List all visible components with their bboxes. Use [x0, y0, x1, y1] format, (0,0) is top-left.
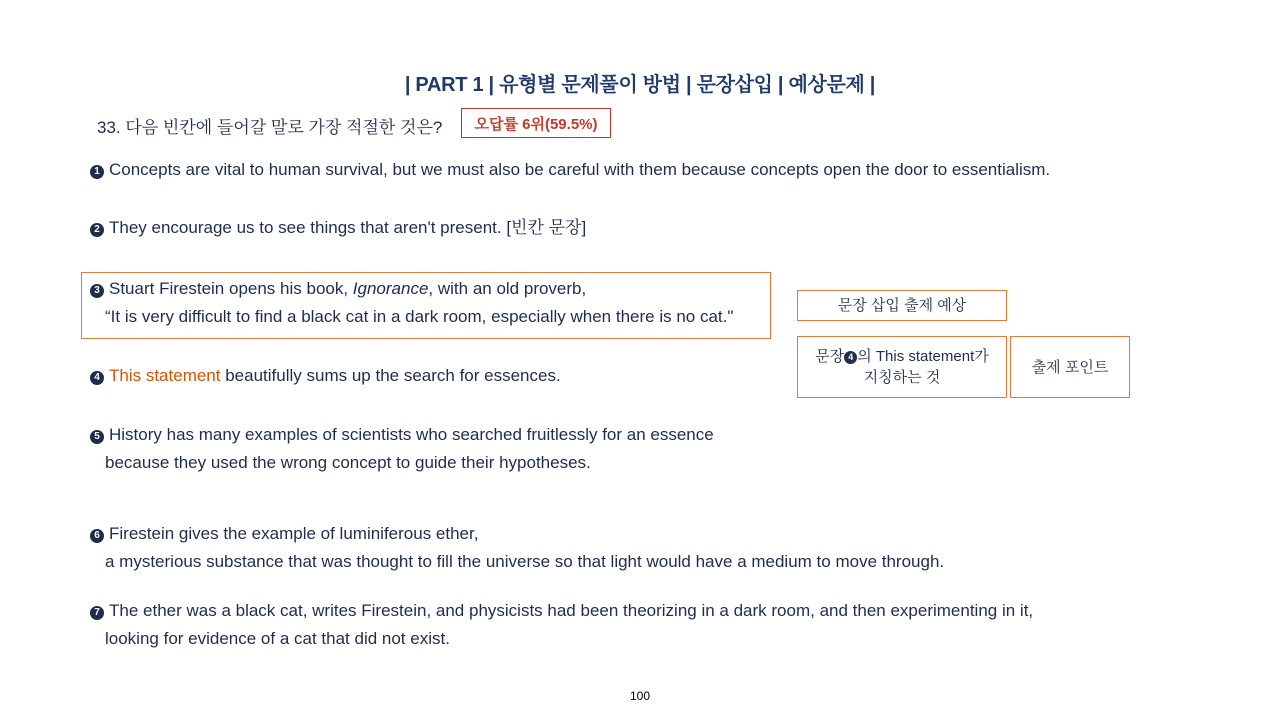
- error-rate-badge: 오답률 6위(59.5%): [461, 108, 611, 138]
- sentence-7-continuation: looking for evidence of a cat that did not exist.: [105, 629, 450, 648]
- reference-note: [797, 336, 1007, 398]
- question-prompt: 33. 다음 빈칸에 들어갈 말로 가장 적절한 것은?: [97, 118, 443, 137]
- sentence-3-text-end: , with an old proverb,: [428, 279, 587, 298]
- highlighted-phrase: This statement: [109, 366, 221, 385]
- sentence-number-3: 3: [90, 284, 104, 298]
- reference-sentence-number: 4: [844, 351, 857, 364]
- sentence-6-text: Firestein gives the example of luminiferous ether,: [109, 524, 479, 543]
- sentence-3-text: Stuart Firestein opens his book,: [109, 279, 353, 298]
- sentence-number-6: 6: [90, 529, 104, 543]
- reference-note-rest: 의 This statement가: [857, 348, 989, 365]
- reference-note-line-1: [815, 346, 989, 367]
- sentence-7: [90, 597, 1033, 653]
- sentence-number-2: 2: [90, 223, 104, 237]
- sentence-1-text: Concepts are vital to human survival, but we must also be careful with them because concepts open the door to essentialism.: [109, 160, 1051, 179]
- sentence-number-5: 5: [90, 430, 104, 444]
- sentence-7-text: The ether was a black cat, writes Firestein, and physicists had been theorizing in a dark room, and then experimenting in it,: [109, 601, 1034, 620]
- sentence-5-text: History has many examples of scientists who searched fruitlessly for an essence: [109, 425, 714, 444]
- sentence-4-text: beautifully sums up the search for essences.: [220, 366, 561, 385]
- reference-note-line-2: 지칭하는 것: [863, 369, 941, 386]
- sentence-6: [90, 520, 944, 576]
- sentence-1: [90, 156, 1050, 184]
- sentence-6-continuation: a mysterious substance that was thought to fill the universe so that light would have a medium to move through.: [105, 552, 945, 571]
- page-title: | PART 1 | 유형별 문제풀이 방법 | 문장삽입 | 예상문제 |: [404, 74, 876, 96]
- sentence-number-4: 4: [90, 371, 104, 385]
- sentence-5: [90, 421, 714, 477]
- sentence-5-continuation: because they used the wrong concept to guide their hypotheses.: [105, 453, 591, 472]
- sentence-2-text: They encourage us to see things that aren't present. [빈칸 문장]: [109, 218, 587, 237]
- prediction-label: 문장 삽입 출제 예상: [797, 290, 1007, 321]
- sentence-3: [90, 275, 733, 331]
- sentence-3-proverb: “It is very difficult to find a black cat in a dark room, especially when there is no cat.": [105, 307, 734, 326]
- book-title: Ignorance: [352, 279, 429, 298]
- sentence-number-1: 1: [90, 165, 104, 179]
- sentence-2: [90, 214, 586, 242]
- page-number: 100: [629, 689, 651, 703]
- sentence-number-7: 7: [90, 606, 104, 620]
- reference-note-word: 문장: [815, 348, 845, 365]
- sentence-4: [90, 362, 561, 390]
- exam-point-label: 출제 포인트: [1010, 336, 1130, 398]
